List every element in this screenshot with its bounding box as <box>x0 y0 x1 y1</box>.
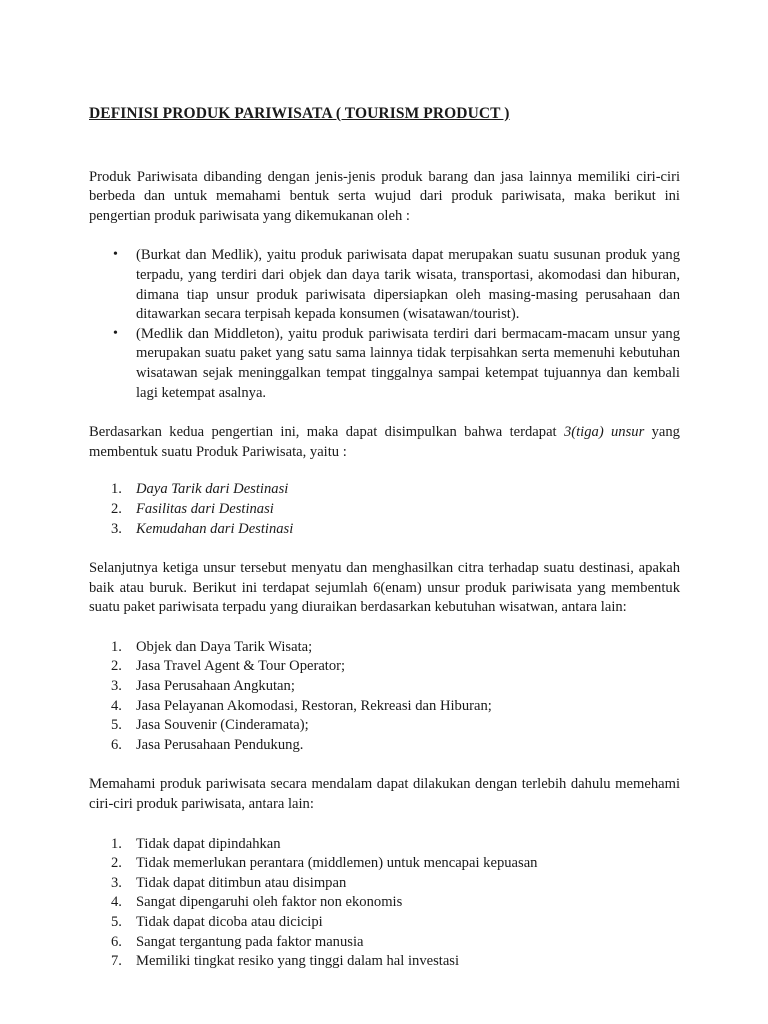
list-item: Jasa Travel Agent & Tour Operator; <box>136 658 346 675</box>
list-item: Sangat tergantung pada faktor manusia <box>136 933 364 950</box>
intro-paragraph: Produk Pariwisata dibanding dengan jenis-jenis produk barang dan jasa lainnya memiliki ciri-ciri berbeda dan untuk memahami bentuk serta wujud dari produk pariwisata, maka berikut ini pengertian produk pariwisata yang dikemukanan oleh : <box>89 168 680 224</box>
six-elements-intro-paragraph: Selanjutnya ketiga unsur tersebut menyatu dan menghasilkan citra terhadap suatu destinasi, apakah baik atau buruk. Berikut ini terdapat sejumlah 6(enam) unsur produk pariwisata yang membentuk suatu paket pariwisata terpadu yang diuraikan berdasarkan kebutuhan wisatwan, antara lain: <box>89 560 680 616</box>
characteristics-list <box>89 835 680 972</box>
list-item: Tidak memerlukan perantara (middlemen) untuk mencapai kepuasan <box>136 855 538 872</box>
three-elements-list <box>89 480 680 539</box>
conclusion-paragraph <box>89 423 680 462</box>
list-item: Jasa Souvenir (Cinderamata); <box>136 717 309 734</box>
list-item: Kemudahan dari Destinasi <box>136 520 294 537</box>
definition-bullet-list <box>89 246 680 403</box>
conclusion-text-after: yang membentuk suatu Produk Pariwisata, yaitu : <box>89 424 680 460</box>
list-item: • (Medlik dan Middleton), yaitu produk pariwisata terdiri dari bermacam-macam unsur yang merupakan suatu paket yang satu sama lainnya tidak terpisahkan serta memenuhi kebutuhan wisatawan sejak meninggalkan tempat tinggalnya sampai ketempat tujuannya dan kembali lagi ketempat asalnya. <box>89 325 680 403</box>
list-item: Tidak dapat dicoba atau dicicipi <box>136 914 323 930</box>
list-item: Tidak dapat ditimbun atau disimpan <box>136 874 347 891</box>
list-item: Memiliki tingkat resiko yang tinggi dalam hal investasi <box>136 953 460 970</box>
list-item: Objek dan Daya Tarik Wisata; <box>136 638 313 655</box>
page-title: DEFINISI PRODUK PARIWISATA ( TOURISM PRODUCT ) <box>89 105 510 122</box>
conclusion-text-before: Berdasarkan kedua pengertian ini, maka dapat disimpulkan bahwa terdapat <box>89 424 564 441</box>
conclusion-emphasis: 3(tiga) unsur <box>563 424 645 441</box>
list-item: Sangat dipengaruhi oleh faktor non ekonomis <box>136 894 403 911</box>
list-item: • (Burkat dan Medlik), yaitu produk pariwisata dapat merupakan suatu susunan produk yang terpadu, yang terdiri dari objek dan daya tarik wisata, transportasi, akomodasi dan hiburan, dimana tiap unsur produk pariwisata dipersiapkan oleh masing-masing perusahaan dan ditawarkan secara terpisah kepada konsumen (wisatawan/tourist). <box>89 246 680 324</box>
list-item: Jasa Pelayanan Akomodasi, Restoran, Rekreasi dan Hiburan; <box>136 697 492 714</box>
characteristics-intro-paragraph: Memahami produk pariwisata secara mendalam dapat dilakukan dengan terlebih dahulu memehami ciri-ciri produk pariwisata, antara lain: <box>89 776 680 813</box>
six-elements-list <box>89 638 680 756</box>
list-item: Jasa Perusahaan Angkutan; <box>136 678 295 695</box>
list-item: Jasa Perusahaan Pendukung. <box>136 736 304 753</box>
list-item: Tidak dapat dipindahkan <box>136 835 281 852</box>
list-item: Fasilitas dari Destinasi <box>136 500 274 517</box>
list-item: Daya Tarik dari Destinasi <box>136 481 289 498</box>
